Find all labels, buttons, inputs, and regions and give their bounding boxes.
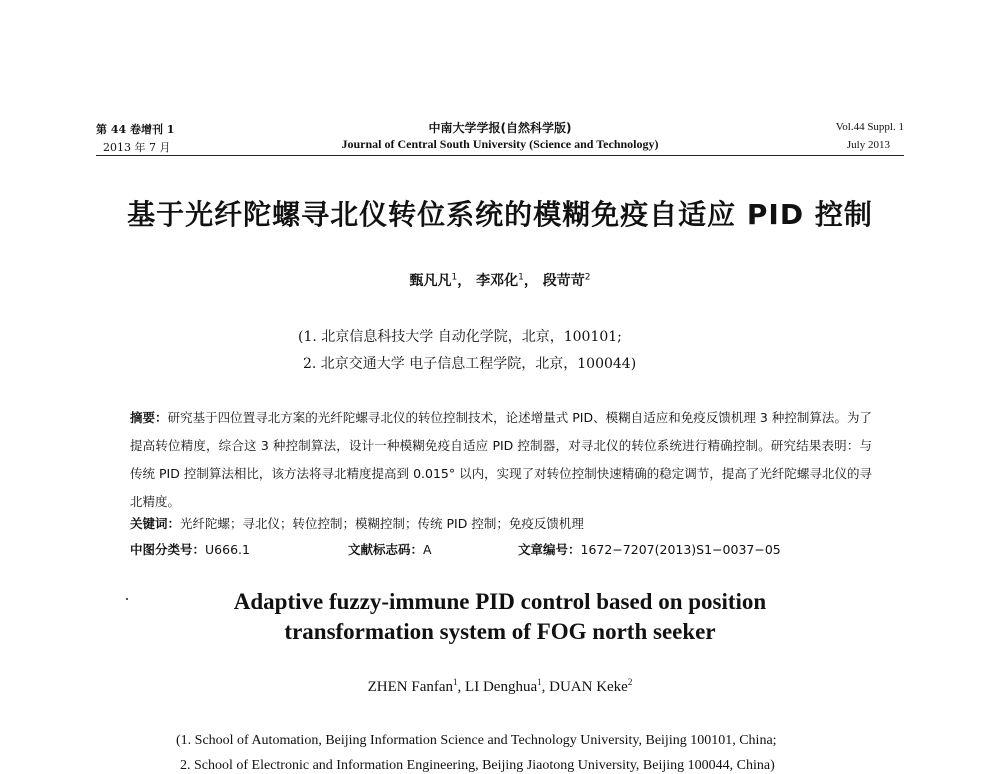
authors-cn [0,270,1000,290]
article-number: 文章编号：1672−7207(2013)S1−0037−05 [518,542,781,557]
abstract-cn-label: 摘要： [130,410,168,425]
header-journal-cn: 中南大学学报(自然科学版) [428,121,572,135]
affiliation-en-1: (1. School of Automation, Beijing Information Science and Technology University, Beijing 100101, China; [176,733,777,748]
abstract-cn [130,404,872,516]
title-en-line-1: Adaptive fuzzy-immune PID control based on position [233,589,767,614]
keywords-cn [130,514,584,532]
keywords-cn-label: 关键词： [130,516,181,531]
author-en-3: DUAN Keke$^2$ [549,677,633,695]
header-date-en: July 2013 [846,139,890,151]
author-en-2: LI Denghua$^1$, [465,677,550,695]
header-vol-en: Vol.44 Suppl. 1 [835,121,904,133]
abstract-cn-text: 研究基于四位置寻北方案的光纤陀螺寻北仪的转位控制技术，论述增量式 PID、模糊自适应和免疫反馈机理 3 种控制算法。为了提高转位精度，综合这 3 种控制算法，设计一种模糊免疫自适应 PID 控制器，对寻北仪的转位系统进行精确控制。研究结果表明：与传统 PID 控制算法相比，该方法将寻北精度提高到 0.015° 以内，实现了对转位控制快速精确的稳定调节，提高了光纤陀螺寻北仪的寻北精度。 [130,410,872,509]
author-en-1: ZHEN Fanfan$^1$, [367,677,466,695]
keywords-cn-text: 光纤陀螺；寻北仪；转位控制；模糊控制；传统 PID 控制；免疫反馈机理 [180,516,584,531]
title-en-line-2: transformation system of FOG north seeker [284,619,716,644]
header-rule [96,155,904,156]
clc-number: 中图分类号：U666.1 [130,542,250,557]
author-cn-1: 甄凡凡$^1$， [409,272,472,289]
author-cn-2: 李邓化$^1$， [476,272,538,289]
title-cn: 基于光纤陀螺寻北仪转位系统的模糊免疫自适应 PID 控制 [127,198,873,231]
header-journal-en: Journal of Central South University (Science and Technology) [341,137,659,151]
authors-en [0,677,1000,696]
author-cn-3: 段苛苛$^2$ [542,272,591,289]
header-volume: 第 44 卷增刊 1 [96,123,175,136]
affiliation-en-2: 2. School of Electronic and Information Engineering, Beijing Jiaotong University, Beijing 100044, China) [180,758,775,773]
affiliation-cn-2: 2. 北京交通大学 电子信息工程学院，北京，100044) [303,356,637,372]
document-code: 文献标志码：A [348,542,432,557]
affiliation-cn-1: (1. 北京信息科技大学 自动化学院，北京，100101; [298,329,622,345]
header-date: 2013 年 7 月 [103,141,171,154]
